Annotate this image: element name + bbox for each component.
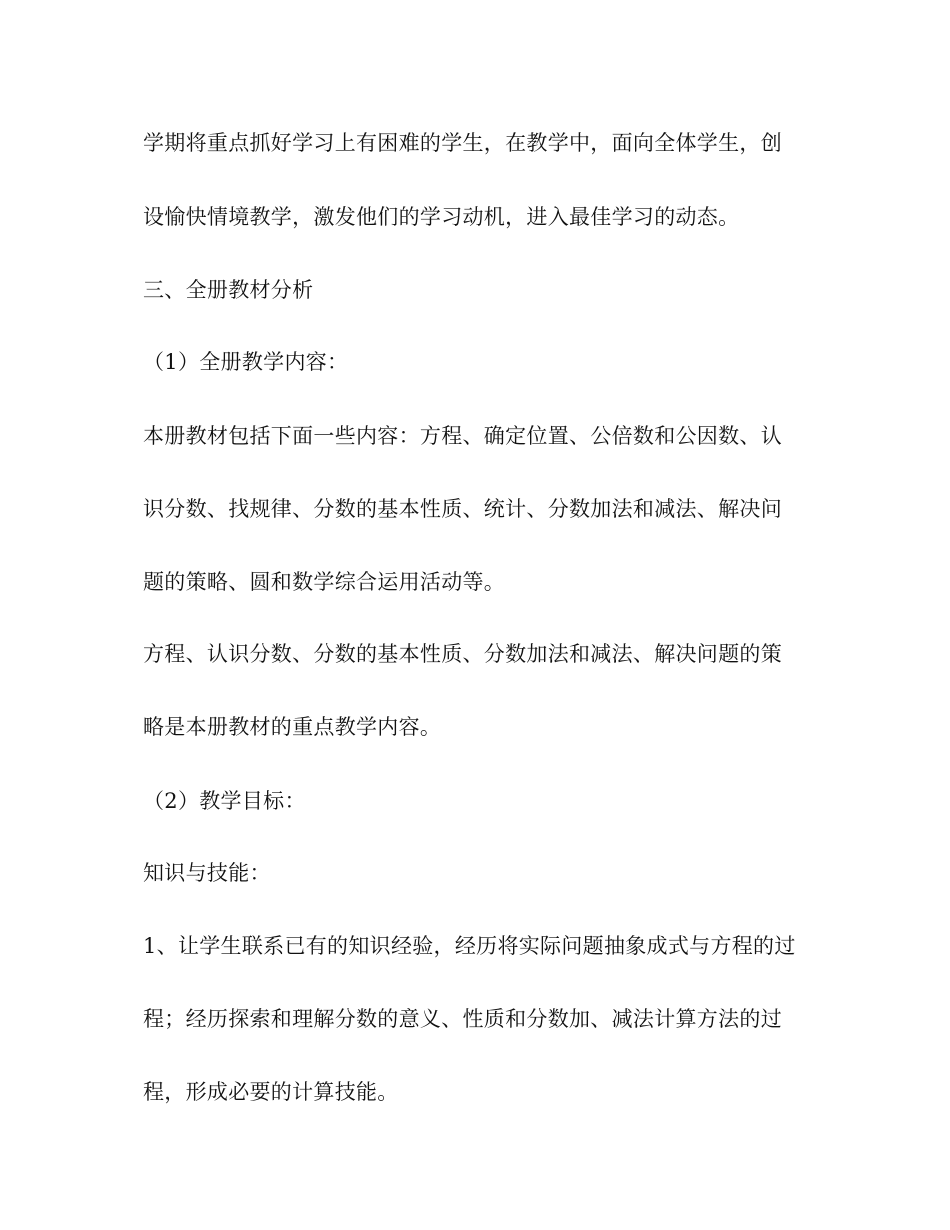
subheading: 知识与技能：: [143, 861, 271, 885]
paragraph-line: 方程、认识分数、分数的基本性质、分数加法和减法、解决问题的策: [143, 642, 782, 666]
paragraph-line: 本册教材包括下面一些内容：方程、确定位置、公倍数和公因数、认: [143, 424, 782, 448]
subsection-heading: （1）全册教学内容：: [143, 350, 349, 374]
paragraph-line: 学期将重点抓好学习上有困难的学生，在教学中，面向全体学生，创: [143, 131, 782, 155]
paragraph-line: 1、让学生联系已有的知识经验，经历将实际问题抽象成式与方程的过: [143, 934, 796, 958]
paragraph-line: 略是本册教材的重点教学内容。: [143, 715, 442, 739]
paragraph-line: 程，形成必要的计算技能。: [143, 1080, 399, 1104]
paragraph-line: 题的策略、圆和数学综合运用活动等。: [143, 570, 506, 594]
paragraph-line: 识分数、找规律、分数的基本性质、统计、分数加法和减法、解决问: [143, 497, 782, 521]
paragraph-line: 设愉快情境教学，激发他们的学习动机，进入最佳学习的动态。: [143, 205, 740, 229]
subsection-heading: （2）教学目标：: [143, 789, 306, 813]
section-heading: 三、全册教材分析: [143, 278, 314, 302]
paragraph-line: 程；经历探索和理解分数的意义、性质和分数加、减法计算方法的过: [143, 1007, 782, 1031]
